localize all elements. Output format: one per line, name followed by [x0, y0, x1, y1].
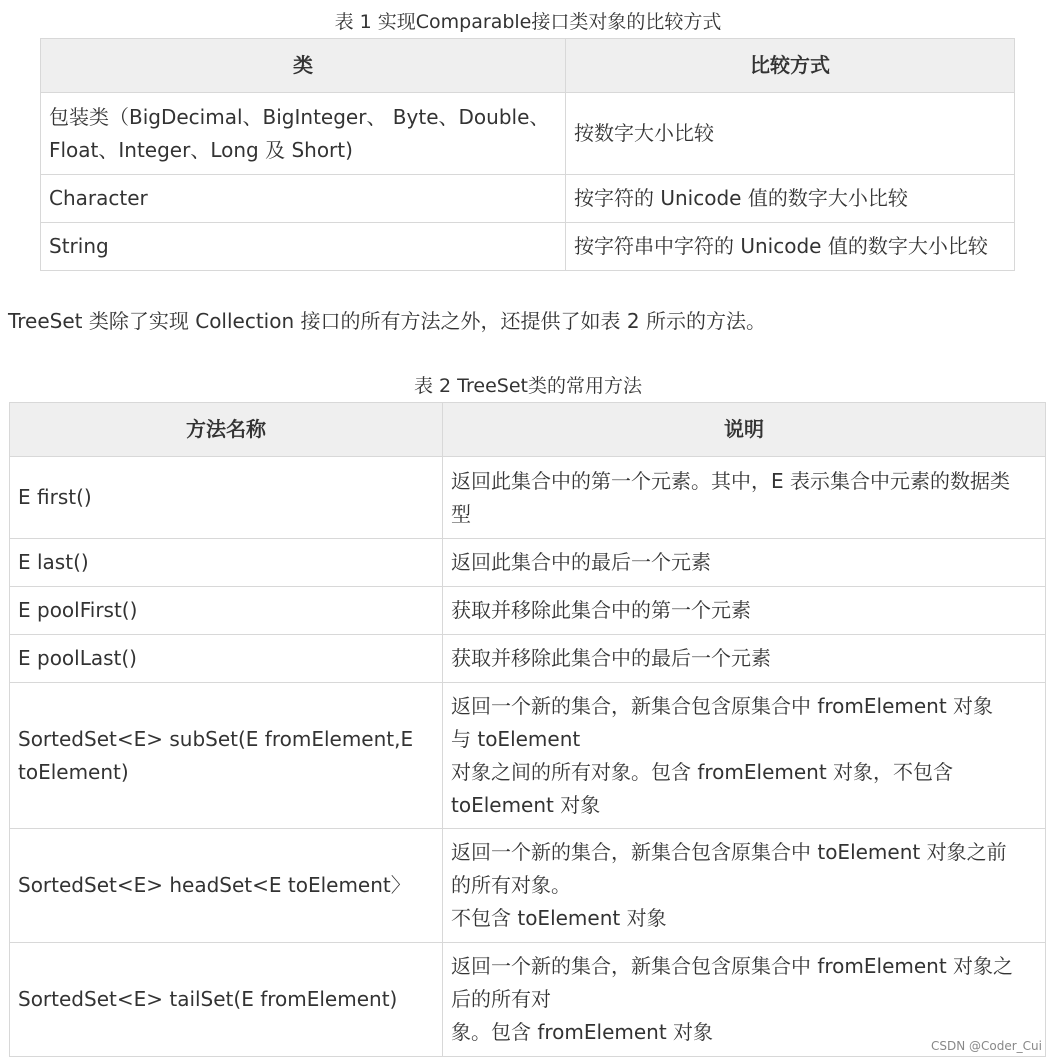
class-cell: Character	[41, 175, 566, 223]
cell-line: 与 toElement	[451, 726, 581, 751]
table-row	[10, 683, 1046, 829]
column-header-class: 类	[41, 39, 566, 93]
cell-line: 象。包含 fromElement 对象	[451, 1020, 714, 1044]
description-cell	[443, 457, 1046, 539]
method-cell: 按字符串中字符的 Unicode 值的数字大小比较	[566, 223, 1015, 271]
cell-line: 返回一个新的集合，新集合包含原集合中 fromElement 对象	[451, 693, 994, 718]
cell-line: 对象之间的所有对象。包含 fromElement 对象，不包含	[451, 759, 954, 784]
table-row	[10, 829, 1046, 943]
method-name-cell: SortedSet<E> headSet<E toElement〉	[10, 829, 443, 943]
cell-line: 返回一个新的集合，新集合包含原集合中 toElement 对象之前	[451, 840, 1007, 864]
description-cell	[443, 683, 1046, 829]
table-row	[41, 223, 1015, 271]
cell-line: Float、Integer、Long 及 Short)	[49, 137, 353, 162]
table-row	[10, 587, 1046, 635]
class-cell	[41, 93, 566, 175]
table-row	[41, 93, 1015, 175]
cell-line: 后的所有对	[451, 987, 551, 1011]
table2-caption: 表 2 TreeSet类的常用方法	[414, 375, 642, 397]
column-header-description: 说明	[443, 403, 1046, 457]
cell-line: SortedSet<E> subSet(E fromElement,E	[18, 726, 414, 751]
table-row	[10, 539, 1046, 587]
treeset-methods-table	[9, 402, 1046, 1057]
cell-line: 的所有对象。	[451, 873, 571, 897]
method-cell: 按字符的 Unicode 值的数字大小比较	[566, 175, 1015, 223]
method-cell: 按数字大小比较	[566, 93, 1015, 175]
method-name-cell: E first()	[10, 457, 443, 539]
cell-line: 包装类（BigDecimal、BigInteger、 Byte、Double、	[49, 104, 550, 129]
description-cell: 返回此集合中的最后一个元素	[443, 539, 1046, 587]
column-header-method: 比较方式	[566, 39, 1015, 93]
body-paragraph: TreeSet 类除了实现 Collection 接口的所有方法之外，还提供了如表 2 所示的方法。	[8, 309, 766, 333]
method-name-cell: E poolLast()	[10, 635, 443, 683]
table-header-row	[10, 403, 1046, 457]
table-row	[41, 175, 1015, 223]
cell-line: toElement 对象	[451, 792, 601, 817]
table-header-row	[41, 39, 1015, 93]
method-name-cell: SortedSet<E> tailSet(E fromElement)	[10, 943, 443, 1057]
table-row	[10, 943, 1046, 1057]
method-name-cell: E poolFirst()	[10, 587, 443, 635]
comparable-table	[40, 38, 1015, 271]
table1-caption: 表 1 实现Comparable接口类对象的比较方式	[334, 11, 722, 33]
description-cell: 获取并移除此集合中的最后一个元素	[443, 635, 1046, 683]
method-name-cell: E last()	[10, 539, 443, 587]
column-header-method-name: 方法名称	[10, 403, 443, 457]
cell-line: 返回一个新的集合，新集合包含原集合中 fromElement 对象之	[451, 954, 1014, 978]
table-row	[10, 457, 1046, 539]
watermark: CSDN @Coder_Cui	[931, 1039, 1042, 1053]
cell-line: 型	[451, 501, 471, 526]
method-name-cell	[10, 683, 443, 829]
description-cell: 获取并移除此集合中的第一个元素	[443, 587, 1046, 635]
cell-line: toElement)	[18, 759, 129, 784]
cell-line: 不包含 toElement 对象	[451, 906, 667, 930]
class-cell: String	[41, 223, 566, 271]
table-row	[10, 635, 1046, 683]
description-cell	[443, 829, 1046, 943]
cell-line: 返回此集合中的第一个元素。其中，E 表示集合中元素的数据类	[451, 468, 1010, 493]
